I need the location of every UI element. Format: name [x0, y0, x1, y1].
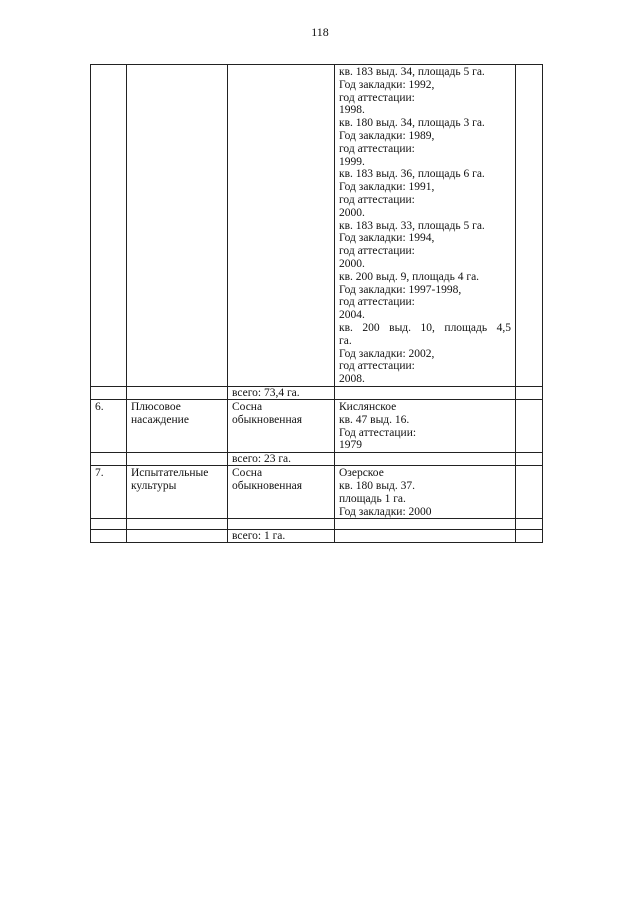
location-line: 2008. [339, 373, 365, 386]
location-line: Озерское [339, 467, 384, 480]
table-row-total [91, 453, 543, 466]
cell-number: 6. [91, 399, 127, 452]
table-row [91, 399, 543, 452]
forest-seed-base-table [90, 64, 543, 543]
cell-species [228, 65, 335, 387]
type-line: Испытательные [131, 467, 209, 480]
cell-type [127, 65, 228, 387]
location-line: Год закладки: 1991, [339, 181, 435, 194]
total-label: всего: 1 га. [228, 530, 335, 543]
species-line: обыкновенная [232, 413, 302, 426]
location-line: Кислянское [339, 400, 397, 413]
location-line: год аттестации: [339, 142, 415, 155]
table-row-spacer [91, 519, 543, 530]
cell-species [228, 399, 335, 452]
location-line: 1998. [339, 104, 365, 117]
species-line: Сосна [232, 467, 263, 480]
location-line: 2004. [339, 309, 365, 322]
location-line: Год закладки: 2000 [339, 505, 432, 518]
location-line: кв. 200 выд. 10, площадь 4,5 [339, 321, 511, 334]
total-label: всего: 73,4 га. [228, 386, 335, 399]
table-row-total [91, 530, 543, 543]
total-label: всего: 23 га. [228, 453, 335, 466]
location-line: год аттестации: [339, 360, 415, 373]
location-line: Год закладки: 1992, [339, 78, 435, 91]
location-line: Год закладки: 2002, [339, 347, 435, 360]
cell-notes [516, 399, 543, 452]
location-line: кв. 183 выд. 33, площадь 5 га. [339, 219, 485, 232]
location-line: год аттестации: [339, 296, 415, 309]
location-line: кв. 183 выд. 34, площадь 5 га. [339, 66, 485, 78]
cell-notes [516, 65, 543, 387]
location-line: 1999. [339, 155, 365, 168]
type-line: Плюсовое [131, 400, 181, 413]
location-line: площадь 1 га. [339, 492, 406, 505]
cell-number: 7. [91, 466, 127, 519]
cell-location [335, 399, 516, 452]
type-line: культуры [131, 479, 177, 492]
location-line: кв. 183 выд. 36, площадь 6 га. [339, 168, 485, 181]
location-line: 2000. [339, 257, 365, 270]
location-line: год аттестации: [339, 245, 415, 258]
cell-type [127, 399, 228, 452]
location-line: кв. 47 выд. 16. [339, 413, 410, 426]
table-row-total [91, 386, 543, 399]
location-line: год аттестации: [339, 193, 415, 206]
location-line: кв. 180 выд. 34, площадь 3 га. [339, 117, 485, 130]
location-line: Год аттестации: [339, 426, 417, 439]
species-line: обыкновенная [232, 479, 302, 492]
table-row [91, 466, 543, 519]
cell-number [91, 65, 127, 387]
location-line: Год закладки: 1994, [339, 232, 435, 245]
location-line: год аттестации: [339, 91, 415, 104]
location-line: 2000. [339, 206, 365, 219]
location-line: Год закладки: 1989, [339, 129, 435, 142]
species-line: Сосна [232, 400, 263, 413]
cell-type [127, 466, 228, 519]
cell-location [335, 65, 516, 387]
location-line: Год закладки: 1997-1998, [339, 283, 462, 296]
page-number: 118 [311, 25, 329, 39]
cell-notes [516, 466, 543, 519]
location-line: кв. 180 выд. 37. [339, 479, 416, 492]
cell-species [228, 466, 335, 519]
table-row-continuation [91, 65, 543, 387]
type-line: насаждение [131, 413, 189, 426]
location-line: кв. 200 выд. 9, площадь 4 га. [339, 270, 480, 283]
cell-location [335, 466, 516, 519]
location-line: га. [339, 334, 352, 347]
location-line: 1979 [339, 439, 362, 452]
